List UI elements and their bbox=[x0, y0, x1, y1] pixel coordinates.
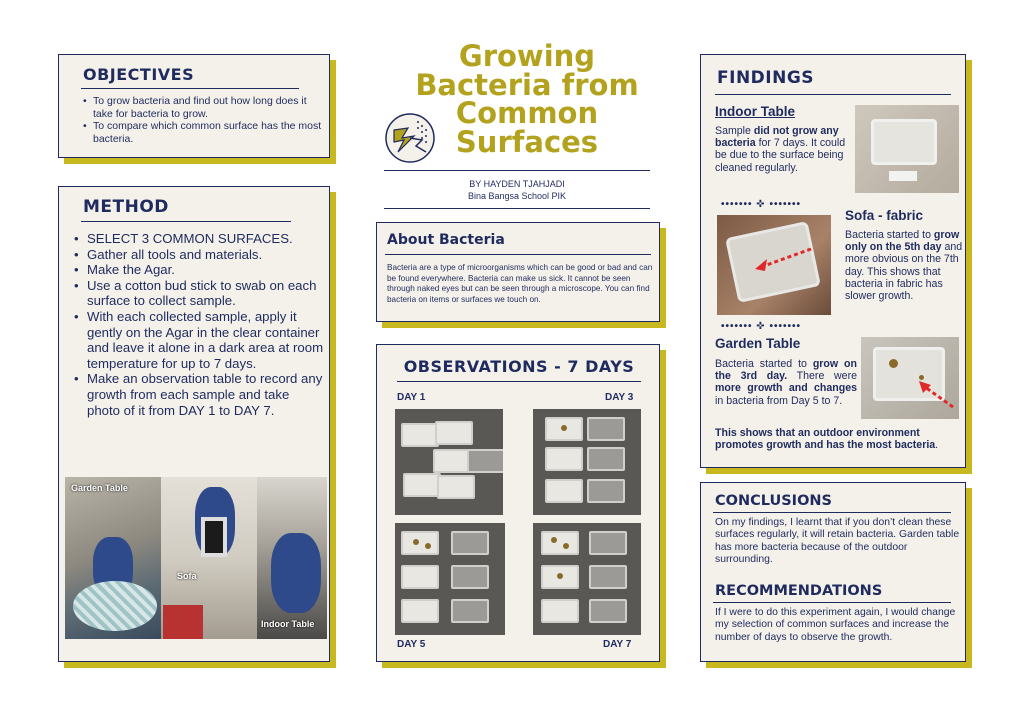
text-run: for 7 days. It could be due to the surface being cleaned regularly. bbox=[715, 137, 846, 174]
text-run: Bacteria started to bbox=[715, 358, 813, 370]
sample-dish bbox=[467, 449, 503, 473]
sample-dish bbox=[541, 531, 579, 555]
photo-label: Garden Table bbox=[71, 483, 128, 493]
bacteria-spot bbox=[557, 573, 563, 579]
text-emphasis: This shows that an outdoor environment promotes growth and has the most bacteria bbox=[715, 427, 936, 452]
garden-table-photo bbox=[861, 337, 959, 419]
sofa-photo bbox=[161, 477, 257, 639]
indoor-table-heading: Indoor Table bbox=[715, 104, 795, 119]
red-mat bbox=[163, 605, 203, 639]
method-rule bbox=[81, 221, 291, 222]
objectives-list bbox=[83, 95, 323, 145]
sample-dish bbox=[435, 421, 473, 445]
byline bbox=[384, 178, 650, 202]
sample-dish bbox=[589, 531, 627, 555]
sample-dish bbox=[401, 599, 439, 623]
photo-label: Indoor Table bbox=[261, 619, 315, 629]
method-step: • Make the Agar. bbox=[73, 262, 325, 278]
sample-dish bbox=[451, 565, 489, 589]
about-text: Bacteria are a type of microorganisms which can be good or bad and can be found everywhere. Bacteria can make us sick. It cannot be seen through naked eyes but can be seen through a microscope. You can find bacteria on items or surfaces we touch on. bbox=[387, 263, 653, 304]
indoor-table-photo bbox=[257, 477, 327, 639]
day-label: DAY 3 bbox=[605, 392, 634, 403]
red-arrow-icon bbox=[915, 379, 955, 409]
school: Bina Bangsa School PIK bbox=[467, 191, 567, 201]
findings-rule bbox=[715, 94, 951, 95]
method-step: • Make an observation table to record any growth from each sample and take photo of it from DAY 1 to DAY 7. bbox=[73, 371, 325, 418]
bacteria-spot bbox=[563, 543, 569, 549]
garden-table-photo bbox=[65, 477, 161, 639]
observations-rule bbox=[397, 381, 641, 382]
day-label: DAY 5 bbox=[397, 639, 426, 650]
text-run: in bacteria from Day 5 to 7. bbox=[715, 394, 843, 407]
text-run: and more obvious on the 7th day. This shows that bacteria in fabric has slower growth. bbox=[845, 241, 963, 303]
sample-dish bbox=[587, 417, 625, 441]
method-list bbox=[73, 231, 325, 418]
recommendations-text: If I were to do this experiment again, I would change my selection of common surfaces and increase the number of days to observe the growth. bbox=[715, 607, 956, 643]
bacteria-spot bbox=[551, 537, 557, 543]
findings-heading: FINDINGS bbox=[717, 68, 815, 88]
sample-dish bbox=[871, 119, 937, 165]
objectives-rule bbox=[81, 88, 299, 89]
sofa-text bbox=[845, 229, 963, 302]
title-line: Growing bbox=[458, 39, 596, 73]
method-card bbox=[58, 186, 330, 662]
about-heading: About Bacteria bbox=[387, 232, 505, 248]
sample-dish bbox=[401, 565, 439, 589]
sofa-cushion bbox=[201, 517, 227, 557]
method-heading: METHOD bbox=[83, 197, 169, 217]
method-step: • Use a cotton bud stick to swab on each surface to collect sample. bbox=[73, 278, 325, 309]
day3-photo bbox=[533, 409, 641, 515]
sample-dish bbox=[433, 449, 471, 473]
observations-heading: OBSERVATIONS - 7 DAYS bbox=[403, 357, 635, 376]
child-figure bbox=[271, 533, 321, 613]
text-run: There were bbox=[787, 370, 857, 383]
sample-dish bbox=[545, 447, 583, 471]
sofa-photo bbox=[717, 215, 831, 315]
day-label: DAY 7 bbox=[603, 639, 632, 650]
text-run: Bacteria started to bbox=[845, 229, 934, 241]
photo-label: Sofa bbox=[177, 571, 197, 581]
method-step: • Gather all tools and materials. bbox=[73, 247, 325, 263]
author: BY HAYDEN TJAHJADI bbox=[469, 179, 565, 189]
indoor-table-photo bbox=[855, 105, 959, 193]
garden-table-heading: Garden Table bbox=[715, 336, 801, 351]
garden-conclusion bbox=[715, 427, 961, 451]
poster-title bbox=[402, 39, 652, 159]
sample-dish bbox=[589, 599, 627, 623]
sample-dish bbox=[545, 479, 583, 503]
conclusions-text: On my findings, I learnt that if you don’t clean these surfaces regularly, it will retain bacteria. Garden table has more bacteria because of the outdoor surrounding. bbox=[715, 517, 960, 566]
objectives-card bbox=[58, 54, 330, 158]
red-arrow-icon bbox=[753, 245, 813, 275]
method-step: • With each collected sample, apply it gently on the Agar in the clear container and leave it alone in a dark area at room temperature for up to 7 days. bbox=[73, 309, 325, 371]
text-emphasis: did not grow any bacteria bbox=[715, 125, 839, 150]
conclusions-rule bbox=[713, 512, 951, 513]
byline-divider bbox=[384, 208, 650, 209]
sampling-photo-collage bbox=[65, 477, 327, 639]
sample-dish bbox=[403, 473, 441, 497]
observations-card bbox=[376, 344, 660, 662]
day-label: DAY 1 bbox=[397, 392, 426, 403]
objectives-heading: OBJECTIVES bbox=[83, 65, 195, 84]
sample-dish bbox=[451, 531, 489, 555]
text-emphasis: grow on the 3rd day. bbox=[715, 358, 857, 383]
title-line: Surfaces bbox=[455, 124, 599, 159]
text-run: Sample bbox=[715, 125, 754, 137]
sample-dish bbox=[587, 479, 625, 503]
bacteria-spot bbox=[413, 539, 419, 545]
mosaic-table bbox=[73, 581, 157, 631]
bacteria-spot bbox=[889, 359, 898, 368]
findings-card bbox=[700, 54, 966, 468]
bacteria-spot bbox=[561, 425, 567, 431]
about-bacteria-card bbox=[376, 222, 660, 322]
text-emphasis: more growth and changes bbox=[715, 382, 857, 395]
method-step: • SELECT 3 COMMON SURFACES. bbox=[73, 231, 325, 247]
day7-photo bbox=[533, 523, 641, 635]
lightning-logo-icon bbox=[384, 112, 436, 164]
sample-dish bbox=[587, 447, 625, 471]
objective-item: • To compare which common surface has the most bacteria. bbox=[83, 120, 323, 145]
indoor-table-text bbox=[715, 125, 855, 174]
conclusions-heading: CONCLUSIONS bbox=[715, 493, 832, 509]
title-line: Common bbox=[455, 96, 599, 130]
recommendations-rule bbox=[713, 602, 951, 603]
sample-label bbox=[889, 171, 917, 181]
text-run: . bbox=[935, 439, 939, 452]
sofa-heading: Sofa - fabric bbox=[845, 208, 924, 223]
about-rule bbox=[385, 254, 651, 255]
title-line: Bacteria from bbox=[415, 67, 639, 102]
text-emphasis: grow only on the 5th day bbox=[845, 229, 960, 254]
sample-dish bbox=[437, 475, 475, 499]
day5-photo bbox=[395, 523, 505, 635]
section-divider: ••••••• ✜ ••••••• bbox=[721, 199, 801, 210]
sample-dish bbox=[451, 599, 489, 623]
sample-dish bbox=[589, 565, 627, 589]
section-divider: ••••••• ✜ ••••••• bbox=[721, 321, 801, 332]
conclusions-card bbox=[700, 482, 966, 662]
day1-photo bbox=[395, 409, 503, 515]
sample-dish bbox=[541, 599, 579, 623]
bacteria-spot bbox=[425, 543, 431, 549]
sample-dish bbox=[401, 423, 439, 447]
title-divider bbox=[384, 170, 650, 171]
title-block bbox=[384, 39, 654, 212]
sample-dish bbox=[401, 531, 439, 555]
garden-table-text bbox=[715, 358, 857, 407]
recommendations-heading: RECOMMENDATIONS bbox=[715, 583, 883, 599]
objective-item: • To grow bacteria and find out how long does it take for bacteria to grow. bbox=[83, 95, 323, 120]
